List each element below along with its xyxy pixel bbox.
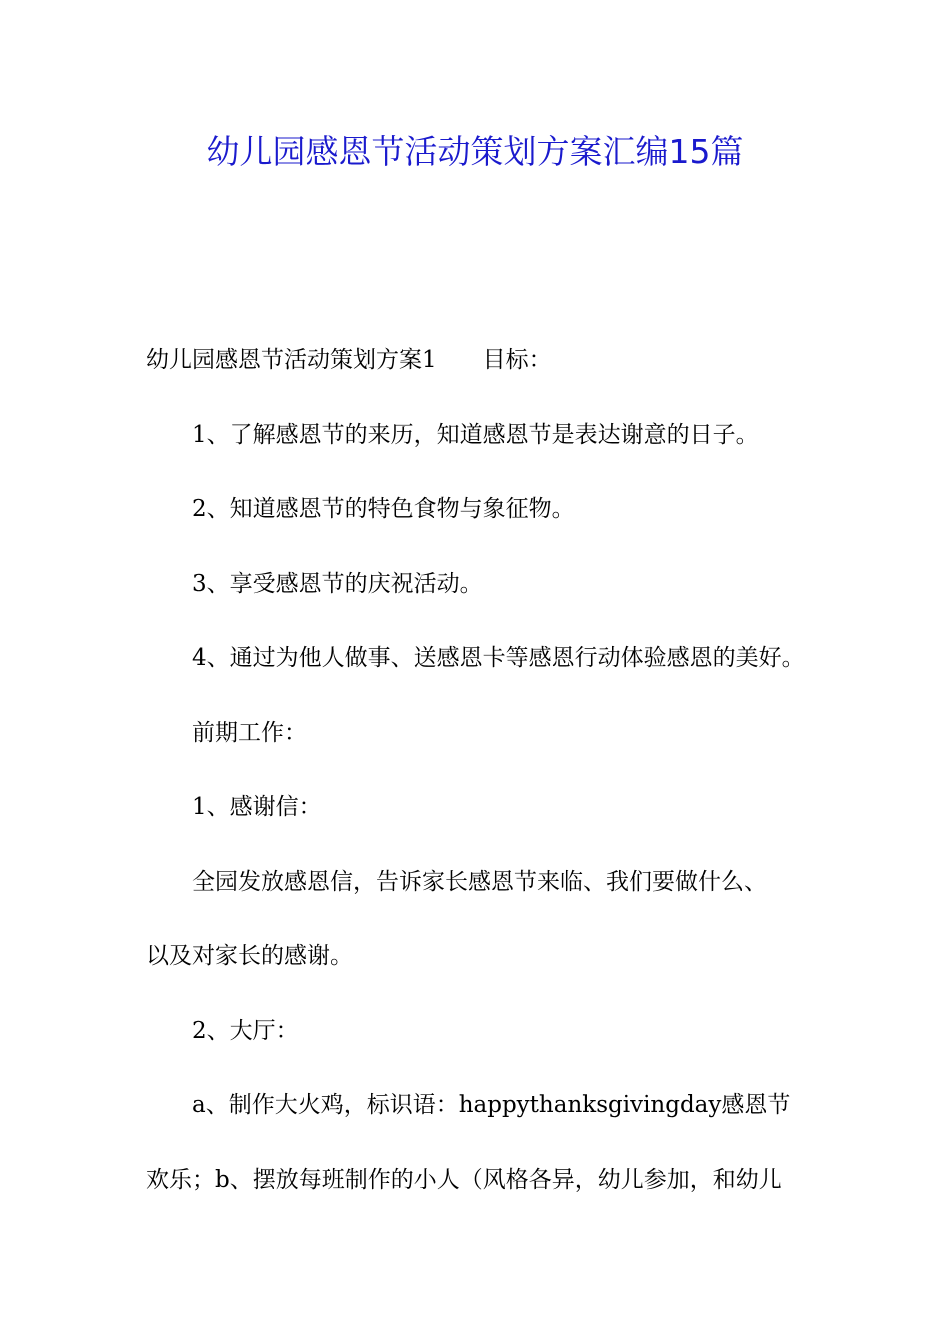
section-heading-line <box>146 343 826 377</box>
paragraph-letter-text-cont: 以及对家长的感谢。 <box>146 943 353 969</box>
paragraph-hall-text-cont: 欢乐；b、摆放每班制作的小人（风格各异，幼儿参加，和幼儿 <box>146 1167 782 1193</box>
goal-item-4: 4、通过为他人做事、送感恩卡等感恩行动体验感恩的美好。 <box>192 645 805 671</box>
paragraph-letter-text: 全园发放感恩信，告诉家长感恩节来临、我们要做什么、 <box>192 869 767 895</box>
goal-item-1: 1、了解感恩节的来历，知道感恩节是表达谢意的日子。 <box>192 422 759 448</box>
paragraph-hall-text: a、制作大火鸡，标识语：happythanksgivingday感恩节 <box>192 1092 791 1118</box>
document-title: 幼儿园感恩节活动策划方案汇编15篇 <box>206 132 744 171</box>
prep-work-heading: 前期工作： <box>192 720 307 746</box>
goals-label: 目标： <box>482 347 552 373</box>
goal-item-3: 3、享受感恩节的庆祝活动。 <box>192 571 483 597</box>
prep-item-hall: 2、大厅： <box>192 1018 299 1044</box>
goal-item-2: 2、知道感恩节的特色食物与象征物。 <box>192 496 575 522</box>
prep-item-letter: 1、感谢信： <box>192 794 322 820</box>
section-heading: 幼儿园感恩节活动策划方案1 <box>146 347 437 373</box>
